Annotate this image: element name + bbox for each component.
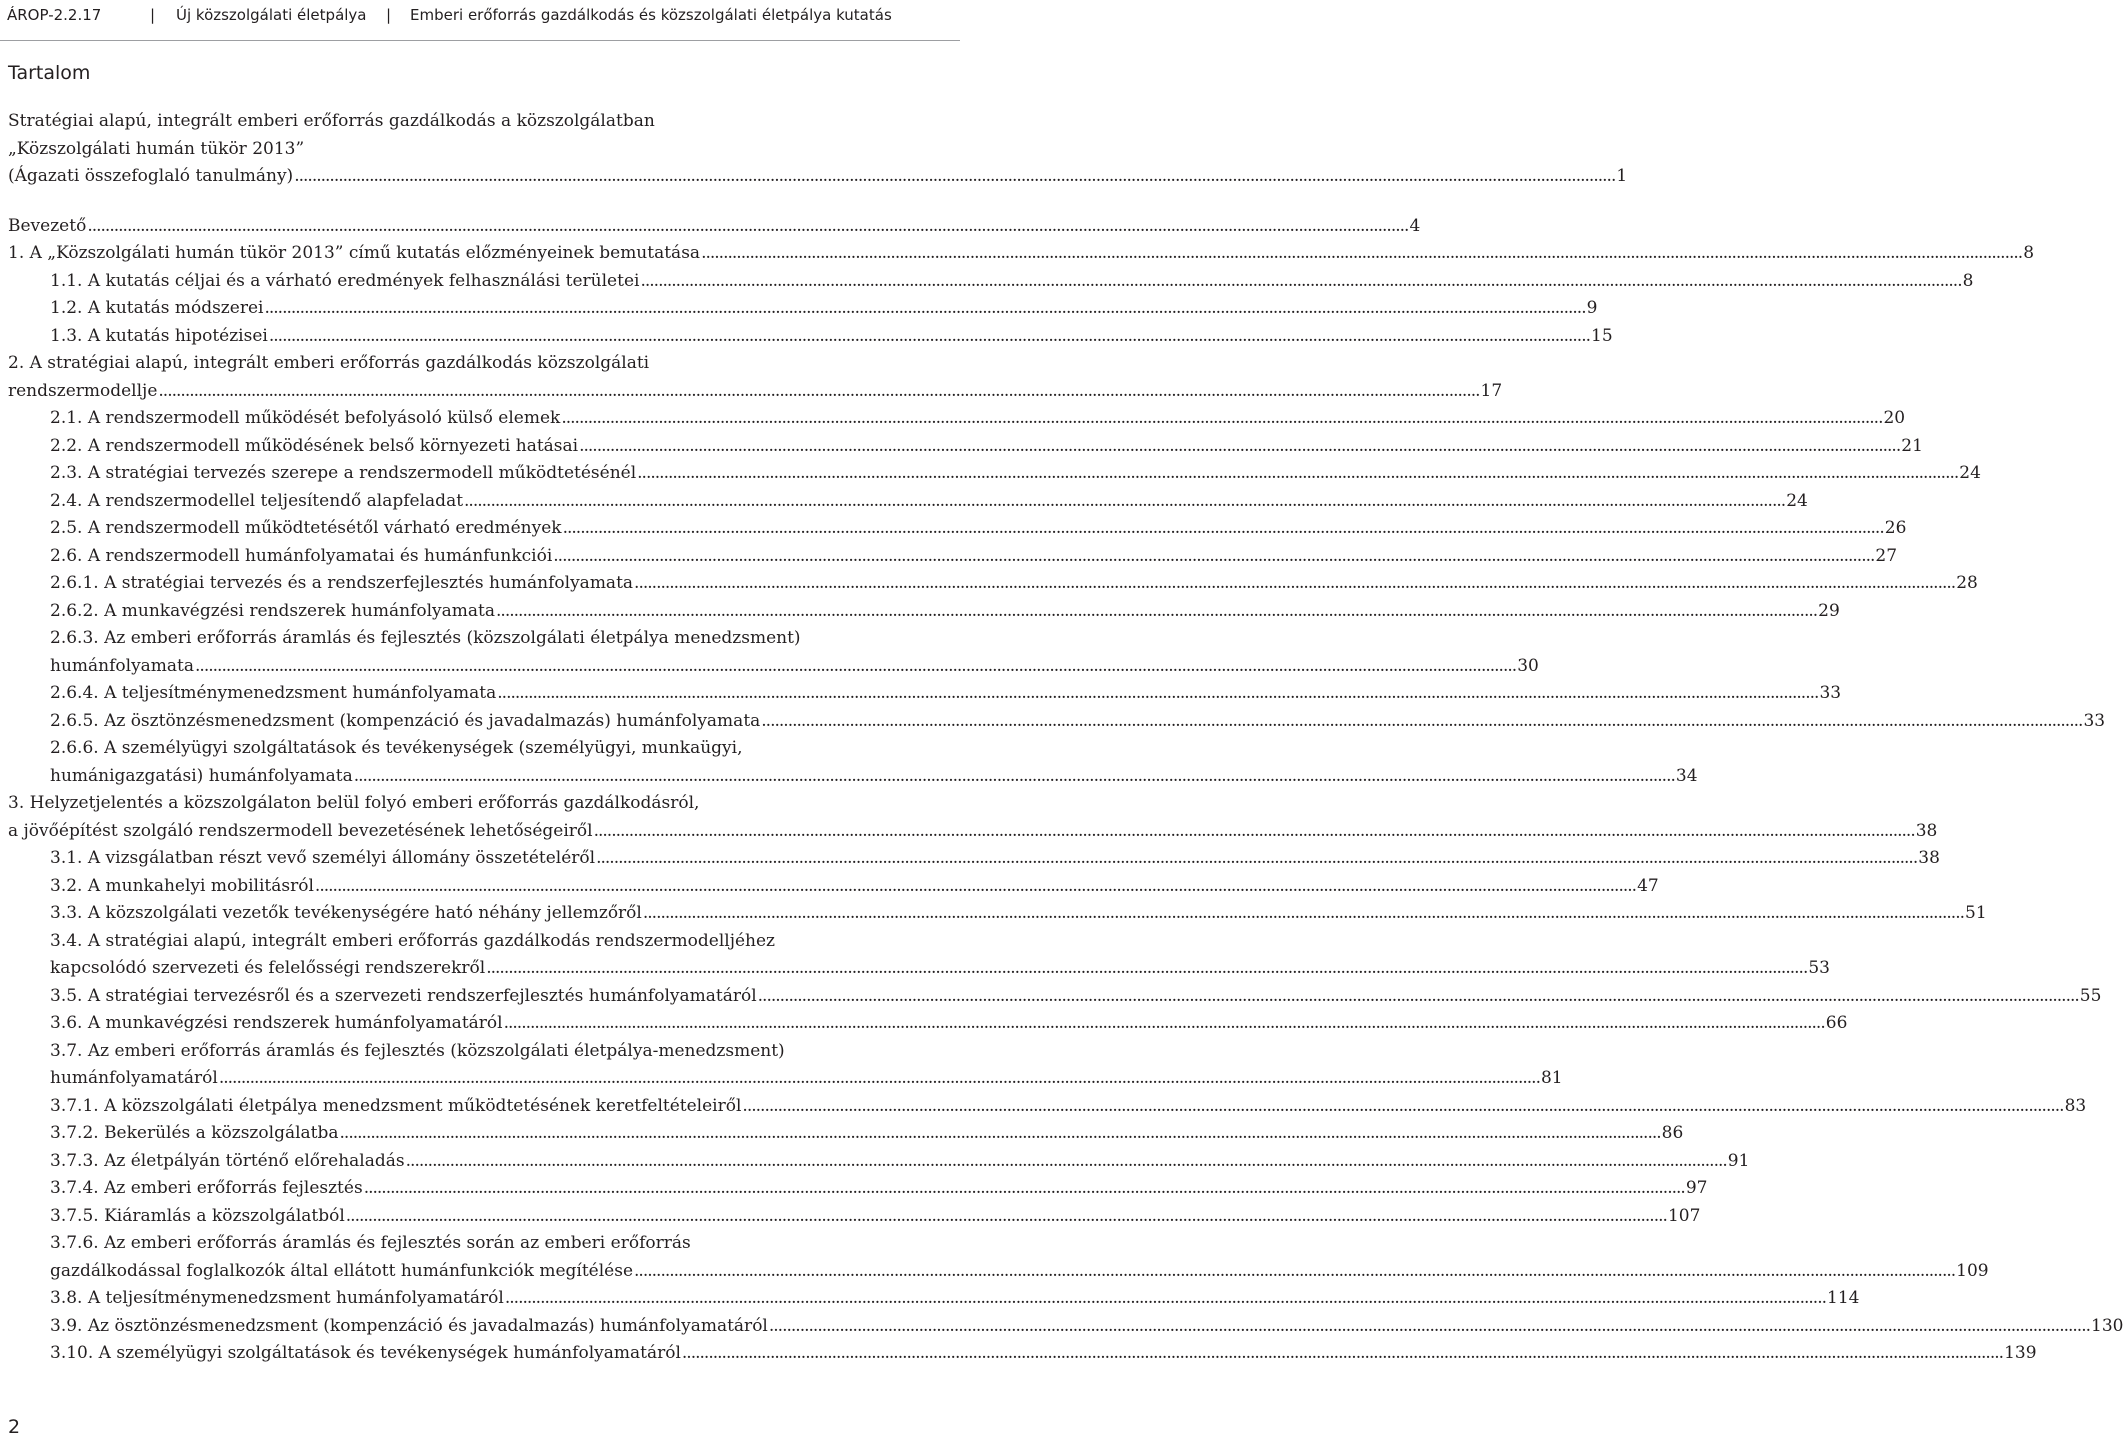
toc-entry[interactable] <box>0 1285 1860 1313</box>
dot-leader: ............................................................................................................................................................................................................................................................................................................ <box>757 985 2079 1006</box>
toc-entry[interactable] <box>0 350 1503 405</box>
toc-entry-title: (Ágazati összefoglaló tanulmány) <box>8 166 294 186</box>
toc-entry[interactable] <box>0 790 1938 845</box>
toc-entry[interactable] <box>0 213 1421 241</box>
toc-entry[interactable] <box>0 735 1698 790</box>
dot-leader: ............................................................................................................................................................................................................................................................................................................ <box>562 518 1884 538</box>
toc-page-number: 139 <box>2004 1343 2037 1363</box>
toc-page-number: 30 <box>1517 655 1539 676</box>
toc-entry-title: 3.7.2. Bekerülés a közszolgálatba <box>50 1123 339 1143</box>
toc-entry[interactable] <box>0 708 2106 736</box>
dot-leader: ............................................................................................................................................................................................................................................................................................................ <box>634 1260 1956 1281</box>
toc-entry-title: 2. A stratégiai alapú, integrált emberi erőforrás gazdálkodás közszolgálati <box>8 353 650 373</box>
toc-entry-title: 3.7.4. Az emberi erőforrás fejlesztés <box>50 1178 363 1198</box>
dot-leader: ............................................................................................................................................................................................................................................................................................................ <box>579 435 1901 456</box>
toc-page-number: 29 <box>1818 600 1840 621</box>
toc-page-number: 66 <box>1825 1013 1848 1033</box>
toc-entry-title: 2.6.5. Az ösztönzésmenedzsment (kompenzáció és javadalmazás) humánfolyamata <box>50 710 761 731</box>
toc-entry[interactable] <box>0 570 1978 598</box>
toc-page-number: 27 <box>1875 545 1898 566</box>
toc-entry[interactable] <box>0 1175 1708 1203</box>
toc-page-number: 86 <box>1661 1123 1684 1143</box>
toc-entry[interactable] <box>0 873 1659 901</box>
toc-page-number: 91 <box>1727 1150 1750 1171</box>
toc-page-number: 38 <box>1918 848 1940 868</box>
toc-entry-title: 1.3. A kutatás hipotézisei <box>50 325 268 346</box>
dot-leader: ............................................................................................................................................................................................................................................................................................................ <box>268 325 1591 346</box>
dot-leader: ............................................................................................................................................................................................................................................................................................................ <box>637 463 1959 483</box>
toc-entry-title: humánigazgatási) humánfolyamata <box>50 765 353 786</box>
toc-page-number: 97 <box>1685 1178 1708 1198</box>
toc-entry-title: 2.2. A rendszermodell működésének belső környezeti hatásai <box>50 435 579 456</box>
dot-leader: ............................................................................................................................................................................................................................................................................................................ <box>294 166 1616 186</box>
toc-entry-title: 1.2. A kutatás módszerei <box>50 298 264 318</box>
toc-entry-title: 3.4. A stratégiai alapú, integrált emberi erőforrás gazdálkodás rendszermodelljéhez <box>50 930 775 951</box>
toc-page-number: 17 <box>1480 380 1503 401</box>
toc-entry-title: 1. A „Közszolgálati humán tükör 2013” című kutatás előzményeinek bemutatása <box>8 243 701 263</box>
toc-entry-title: 3.7. Az emberi erőforrás áramlás és fejlesztés (közszolgálati életpálya-menedzsment) <box>50 1040 785 1061</box>
toc-entry[interactable] <box>0 1313 2123 1341</box>
toc-entry-title: 3.7.3. Az életpályán történő előrehaladás <box>50 1150 405 1171</box>
dot-leader: ............................................................................................................................................................................................................................................................................................................ <box>496 600 1818 621</box>
toc-page-number: 15 <box>1591 325 1613 346</box>
toc-entry-title: „Közszolgálati humán tükör 2013” <box>8 138 305 159</box>
toc-entry-title: 2.6.4. A teljesítménymenedzsment humánfolyamata <box>50 683 497 703</box>
toc-entry-title: humánfolyamata <box>50 655 195 676</box>
dot-leader: ............................................................................................................................................................................................................................................................................................................ <box>640 270 1962 291</box>
header-code: ÁROP-2.2.17 <box>7 6 102 24</box>
dot-leader: ............................................................................................................................................................................................................................................................................................................ <box>486 958 1808 978</box>
dot-leader: ............................................................................................................................................................................................................................................................................................................ <box>314 875 1637 896</box>
dot-leader: ............................................................................................................................................................................................................................................................................................................ <box>464 490 1786 511</box>
toc-entry-title: 2.4. A rendszermodellel teljesítendő alapfeladat <box>50 490 464 511</box>
header-separator: | <box>150 6 156 24</box>
toc-entry[interactable] <box>0 1093 2087 1121</box>
toc-entry-title: 3.1. A vizsgálatban részt vevő személyi állomány összetételéről <box>50 848 596 868</box>
toc-page-number: 9 <box>1586 298 1598 318</box>
dot-leader: ............................................................................................................................................................................................................................................................................................................ <box>195 655 1517 676</box>
dot-leader: ............................................................................................................................................................................................................................................................................................................ <box>158 380 1480 401</box>
toc-entry-title: a jövőépítést szolgáló rendszermodell bevezetésének lehetőségeiről <box>8 820 593 841</box>
toc-page-number: 1 <box>1616 166 1628 186</box>
toc-entry[interactable] <box>0 295 1598 323</box>
toc-entry-title: 3.6. A munkavégzési rendszerek humánfolyamatáról <box>50 1013 503 1033</box>
toc-entry-title: 3. Helyzetjelentés a közszolgálaton belül folyó emberi erőforrás gazdálkodásról, <box>8 793 700 813</box>
toc-entry-title: gazdálkodással foglalkozók által ellátott humánfunkciók megítélése <box>50 1260 634 1281</box>
toc-entry[interactable] <box>0 323 1613 351</box>
toc-entry[interactable] <box>0 845 1940 873</box>
toc-entry[interactable] <box>0 543 1898 571</box>
toc-page-number: 47 <box>1637 875 1659 896</box>
toc-entry[interactable] <box>0 598 1840 626</box>
dot-leader: ............................................................................................................................................................................................................................................................................................................ <box>218 1068 1540 1088</box>
toc-page-number: 51 <box>1965 903 1987 923</box>
toc-entry[interactable] <box>0 983 2102 1011</box>
toc-entry[interactable] <box>0 1148 1750 1176</box>
toc-entry[interactable] <box>0 1340 2037 1368</box>
toc-entry-title: 3.2. A munkahelyi mobilitásról <box>50 875 314 896</box>
toc-entry-title: 2.6.3. Az emberi erőforrás áramlás és fejlesztés (közszolgálati életpálya menedzsment) <box>50 628 801 648</box>
toc-entry-title: 2.6.1. A stratégiai tervezés és a rendszerfejlesztés humánfolyamata <box>50 573 634 593</box>
dot-leader: ............................................................................................................................................................................................................................................................................................................ <box>264 298 1586 318</box>
toc-entry[interactable] <box>0 1010 1848 1038</box>
toc-entry-title: Stratégiai alapú, integrált emberi erőforrás gazdálkodás a közszolgálatban <box>8 111 655 131</box>
toc-page-number: 130 <box>2091 1315 2123 1336</box>
dot-leader: ............................................................................................................................................................................................................................................................................................................ <box>634 573 1956 593</box>
dot-leader: ............................................................................................................................................................................................................................................................................................................ <box>742 1095 2064 1116</box>
toc-page-number: 38 <box>1915 820 1938 841</box>
dot-leader: ............................................................................................................................................................................................................................................................................................................ <box>553 545 1875 566</box>
toc-page-number: 24 <box>1786 490 1808 511</box>
toc-entry[interactable] <box>0 488 1808 516</box>
toc-page-number: 26 <box>1884 518 1907 538</box>
toc-entry[interactable] <box>0 1203 1701 1231</box>
toc-page-number: 33 <box>2083 710 2106 731</box>
dot-leader: ............................................................................................................................................................................................................................................................................................................ <box>561 408 1883 428</box>
toc-entry[interactable] <box>0 625 1539 680</box>
toc-entry[interactable] <box>0 1038 1563 1093</box>
toc-entry[interactable] <box>0 405 1906 433</box>
toc-page-number: 21 <box>1901 435 1923 456</box>
toc-page-number: 109 <box>1956 1260 1989 1281</box>
toc-entry[interactable] <box>0 680 1842 708</box>
toc-page-number: 33 <box>1819 683 1842 703</box>
dot-leader: ............................................................................................................................................................................................................................................................................................................ <box>681 1343 2004 1363</box>
toc-entry-title: 1.1. A kutatás céljai és a várható eredmények felhasználási területei <box>50 270 640 291</box>
dot-leader: ............................................................................................................................................................................................................................................................................................................ <box>345 1205 1667 1226</box>
dot-leader: ............................................................................................................................................................................................................................................................................................................ <box>353 765 1675 786</box>
header-subtitle: Emberi erőforrás gazdálkodás és közszolgálati életpálya kutatás <box>410 6 892 24</box>
toc-entry-title: 3.3. A közszolgálati vezetők tevékenységére ható néhány jellemzőről <box>50 903 642 923</box>
toc-entry-title: 3.7.1. A közszolgálati életpálya menedzsment működtetésének keretfeltételeiről <box>50 1095 742 1116</box>
toc-page-number: 81 <box>1540 1068 1563 1088</box>
dot-leader: ............................................................................................................................................................................................................................................................................................................ <box>503 1013 1825 1033</box>
toc-page-number: 114 <box>1827 1288 1860 1308</box>
toc-page-number: 20 <box>1883 408 1906 428</box>
dot-leader: ............................................................................................................................................................................................................................................................................................................ <box>642 903 1965 923</box>
toc-entry[interactable] <box>0 515 1907 543</box>
toc-entry-title: 3.10. A személyügyi szolgáltatások és tevékenységek humánfolyamatáról <box>50 1343 681 1363</box>
toc-entry[interactable] <box>0 900 1987 928</box>
toc-entry[interactable] <box>0 928 1830 983</box>
toc-page-number: 55 <box>2079 985 2102 1006</box>
page-number: 2 <box>8 1416 21 1438</box>
toc-entry-title: 3.7.6. Az emberi erőforrás áramlás és fejlesztés során az emberi erőforrás <box>50 1233 691 1253</box>
dot-leader: ............................................................................................................................................................................................................................................................................................................ <box>701 243 2023 263</box>
toc-entry-title: 2.5. A rendszermodell működtetésétől várható eredmények <box>50 518 562 538</box>
toc-page-number: 28 <box>1956 573 1978 593</box>
toc-page-number: 83 <box>2064 1095 2087 1116</box>
toc-page-number: 107 <box>1667 1205 1701 1226</box>
toc-entry-title: 2.6.6. A személyügyi szolgáltatások és tevékenységek (személyügyi, munkaügyi, <box>50 738 743 758</box>
toc-entry[interactable] <box>0 108 1628 191</box>
header-separator: | <box>386 6 392 24</box>
toc-entry[interactable] <box>0 1120 1684 1148</box>
toc-entry-title: 2.3. A stratégiai tervezés szerepe a rendszermodell működtetésénél <box>50 463 637 483</box>
toc-entry[interactable] <box>0 460 1981 488</box>
toc-page-number: 53 <box>1808 958 1830 978</box>
toc-page-number: 8 <box>1962 270 1974 291</box>
dot-leader: ............................................................................................................................................................................................................................................................................................................ <box>761 710 2083 731</box>
toc-entry-title: 2.1. A rendszermodell működését befolyásoló külső elemek <box>50 408 561 428</box>
dot-leader: ............................................................................................................................................................................................................................................................................................................ <box>768 1315 2091 1336</box>
toc-entry-title: 3.9. Az ösztönzésmenedzsment (kompenzáció és javadalmazás) humánfolyamatáról <box>50 1315 768 1336</box>
toc-entry[interactable] <box>0 433 1923 461</box>
toc-entry-title: kapcsolódó szervezeti és felelősségi rendszerekről <box>50 958 486 978</box>
dot-leader: ............................................................................................................................................................................................................................................................................................................ <box>363 1178 1685 1198</box>
running-header <box>0 0 960 41</box>
toc-entry[interactable] <box>0 268 1974 296</box>
toc-page-number: 24 <box>1959 463 1981 483</box>
toc-page-number: 8 <box>2023 243 2035 263</box>
dot-leader: ............................................................................................................................................................................................................................................................................................................ <box>497 683 1819 703</box>
toc-entry-title: 3.5. A stratégiai tervezésről és a szervezeti rendszerfejlesztés humánfolyamatáról <box>50 985 757 1006</box>
toc-page-number: 4 <box>1409 215 1421 236</box>
dot-leader: ............................................................................................................................................................................................................................................................................................................ <box>596 848 1918 868</box>
toc-entry-title: humánfolyamatáról <box>50 1068 218 1088</box>
dot-leader: ............................................................................................................................................................................................................................................................................................................ <box>339 1123 1661 1143</box>
toc-entry-title: rendszermodellje <box>8 380 158 401</box>
toc-entry[interactable] <box>0 240 2035 268</box>
toc-entry-title: 3.8. A teljesítménymenedzsment humánfolyamatáról <box>50 1288 504 1308</box>
toc-page-number: 34 <box>1675 765 1698 786</box>
dot-leader: ............................................................................................................................................................................................................................................................................................................ <box>87 215 1409 236</box>
toc-entry-title: 3.7.5. Kiáramlás a közszolgálatból <box>50 1205 345 1226</box>
dot-leader: ............................................................................................................................................................................................................................................................................................................ <box>593 820 1915 841</box>
dot-leader: ............................................................................................................................................................................................................................................................................................................ <box>405 1150 1727 1171</box>
toc-entry[interactable] <box>0 1230 1989 1285</box>
toc-entry-title: Bevezető <box>8 215 87 236</box>
toc-title: Tartalom <box>8 62 91 84</box>
toc-entry-title: 2.6.2. A munkavégzési rendszerek humánfolyamata <box>50 600 496 621</box>
header-project: Új közszolgálati életpálya <box>176 6 367 24</box>
dot-leader: ............................................................................................................................................................................................................................................................................................................ <box>504 1288 1827 1308</box>
toc-entry-title: 2.6. A rendszermodell humánfolyamatai és humánfunkciói <box>50 545 553 566</box>
